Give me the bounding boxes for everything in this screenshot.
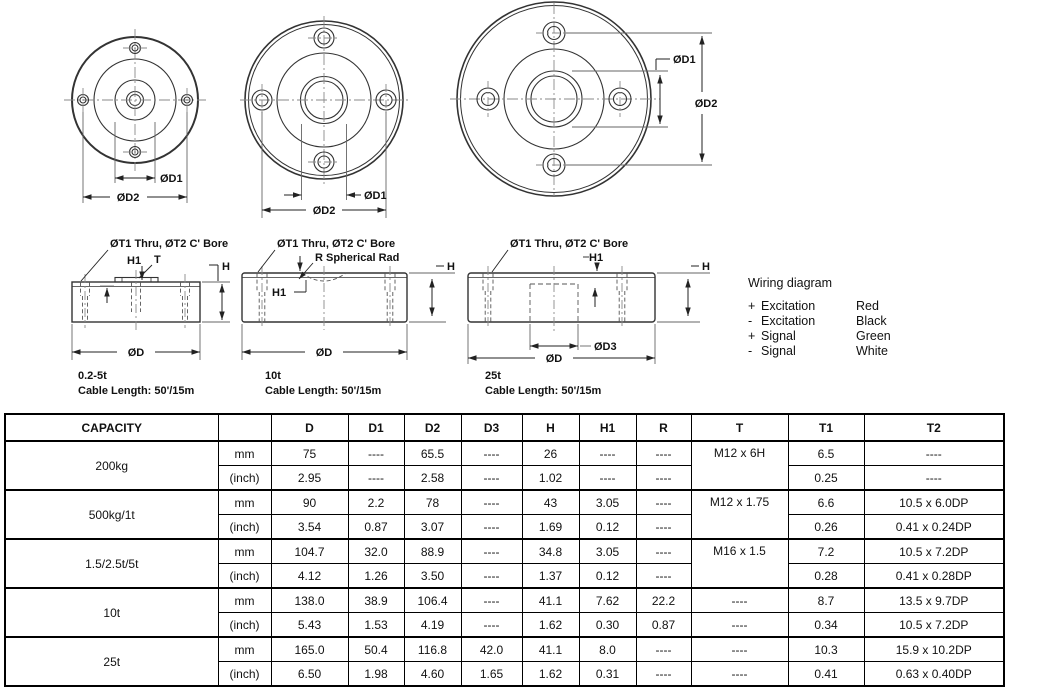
capacity-cell: 1.5/2.5t/5t (5, 539, 218, 588)
value-cell-h: 41.1 (522, 637, 579, 662)
value-cell-h1: 0.12 (579, 564, 636, 589)
value-cell-d3: 1.65 (461, 662, 522, 687)
unit-cell: mm (218, 588, 271, 613)
wiring-sign: + (748, 329, 756, 343)
wiring-sign: + (748, 299, 756, 313)
value-cell-h: 1.69 (522, 515, 579, 540)
value-cell-d: 75 (271, 441, 348, 466)
capacity-cell: 200kg (5, 441, 218, 490)
unit-cell: (inch) (218, 613, 271, 638)
wiring-row (748, 344, 891, 359)
value-cell-r: ---- (636, 490, 691, 515)
header-t: T (691, 414, 788, 441)
value-cell-d2: 2.58 (404, 466, 461, 491)
value-cell-d2: 78 (404, 490, 461, 515)
dim-h-label: H (222, 261, 230, 273)
value-cell-t1: 0.25 (788, 466, 864, 491)
value-cell-d3: ---- (461, 564, 522, 589)
wiring-color: Green (856, 329, 891, 343)
value-cell-d2: 4.19 (404, 613, 461, 638)
capacity-cell: 25t (5, 637, 218, 686)
header-d1: D1 (348, 414, 404, 441)
side-view-10t (242, 238, 455, 397)
value-cell-t2: 13.5 x 9.7DP (864, 588, 1004, 613)
value-cell-t: M16 x 1.5 (691, 539, 788, 588)
bore-note: ØT1 Thru, ØT2 C' Bore (510, 238, 629, 250)
table-row (5, 539, 1004, 564)
value-cell-d1: ---- (348, 441, 404, 466)
value-cell-d1: 1.98 (348, 662, 404, 687)
value-cell-h1: 3.05 (579, 539, 636, 564)
value-cell-t1: 0.28 (788, 564, 864, 589)
value-cell-t: ---- (691, 662, 788, 687)
value-cell-d1: 2.2 (348, 490, 404, 515)
value-cell-h1: ---- (579, 441, 636, 466)
value-cell-d3: ---- (461, 490, 522, 515)
value-cell-d1: 1.26 (348, 564, 404, 589)
value-cell-d2: 3.50 (404, 564, 461, 589)
top-view-small (64, 29, 206, 204)
dim-d2-label: ØD2 (116, 192, 140, 204)
unit-cell: mm (218, 441, 271, 466)
wiring-color: Red (856, 299, 879, 313)
value-cell-t2: 15.9 x 10.2DP (864, 637, 1004, 662)
value-cell-h1: 8.0 (579, 637, 636, 662)
value-cell-h: 26 (522, 441, 579, 466)
value-cell-d1: ---- (348, 466, 404, 491)
value-cell-r: ---- (636, 466, 691, 491)
unit-cell: mm (218, 490, 271, 515)
value-cell-t1: 10.3 (788, 637, 864, 662)
dim-d1-label: ØD1 (364, 190, 387, 202)
value-cell-d: 165.0 (271, 637, 348, 662)
value-cell-t1: 0.34 (788, 613, 864, 638)
bore-note: ØT1 Thru, ØT2 C' Bore (277, 238, 396, 250)
variant-name: 0.2-5t (78, 370, 107, 382)
bore-note: ØT1 Thru, ØT2 C' Bore (110, 238, 229, 250)
value-cell-d3: ---- (461, 441, 522, 466)
value-cell-t2: 0.41 x 0.24DP (864, 515, 1004, 540)
dim-od-label: ØD (545, 353, 563, 365)
value-cell-d: 5.43 (271, 613, 348, 638)
side-view-25t (468, 238, 710, 397)
wiring-diagram (748, 276, 891, 359)
value-cell-h1: 0.30 (579, 613, 636, 638)
value-cell-t: M12 x 1.75 (691, 490, 788, 539)
top-view-medium (240, 16, 408, 218)
value-cell-h1: 0.12 (579, 515, 636, 540)
value-cell-h1: 0.31 (579, 662, 636, 687)
value-cell-d1: 1.53 (348, 613, 404, 638)
table-row (5, 441, 1004, 466)
value-cell-h: 1.02 (522, 466, 579, 491)
spec-table (4, 413, 1005, 687)
wiring-sign: - (748, 344, 753, 358)
value-cell-h1: ---- (579, 466, 636, 491)
unit-cell: (inch) (218, 466, 271, 491)
value-cell-r: 0.87 (636, 613, 691, 638)
header-h: H (522, 414, 579, 441)
value-cell-h: 41.1 (522, 588, 579, 613)
value-cell-t2: 10.5 x 6.0DP (864, 490, 1004, 515)
wiring-label: Signal (761, 344, 796, 358)
dim-od3-label: ØD3 (594, 341, 617, 353)
value-cell-t: ---- (691, 588, 788, 613)
wiring-label: Excitation (761, 314, 816, 328)
value-cell-t: ---- (691, 637, 788, 662)
value-cell-d2: 65.5 (404, 441, 461, 466)
unit-cell: (inch) (218, 662, 271, 687)
value-cell-d1: 0.87 (348, 515, 404, 540)
value-cell-d3: ---- (461, 539, 522, 564)
unit-cell: (inch) (218, 515, 271, 540)
variant-name: 10t (265, 370, 281, 382)
value-cell-r: ---- (636, 515, 691, 540)
capacity-cell: 10t (5, 588, 218, 637)
value-cell-t2: ---- (864, 441, 1004, 466)
side-view-0-2-5t (72, 238, 230, 397)
dim-h1-label: H1 (589, 252, 604, 264)
value-cell-r: ---- (636, 637, 691, 662)
value-cell-d2: 88.9 (404, 539, 461, 564)
variant-name: 25t (485, 370, 501, 382)
value-cell-h: 34.8 (522, 539, 579, 564)
value-cell-h: 1.37 (522, 564, 579, 589)
dim-h1-label: H1 (272, 287, 287, 299)
unit-cell: mm (218, 539, 271, 564)
dim-h-label: H (702, 261, 710, 273)
value-cell-t2: 0.41 x 0.28DP (864, 564, 1004, 589)
wiring-row (748, 329, 891, 344)
value-cell-r: ---- (636, 539, 691, 564)
value-cell-t1: 0.41 (788, 662, 864, 687)
value-cell-d1: 38.9 (348, 588, 404, 613)
value-cell-d3: ---- (461, 613, 522, 638)
dim-d1-label: ØD1 (673, 54, 696, 66)
value-cell-t1: 7.2 (788, 539, 864, 564)
value-cell-t2: 10.5 x 7.2DP (864, 613, 1004, 638)
wiring-color: White (856, 344, 888, 358)
value-cell-t1: 8.7 (788, 588, 864, 613)
header-d2: D2 (404, 414, 461, 441)
table-row (5, 588, 1004, 613)
value-cell-t1: 0.26 (788, 515, 864, 540)
value-cell-h1: 3.05 (579, 490, 636, 515)
value-cell-d2: 106.4 (404, 588, 461, 613)
value-cell-r: ---- (636, 662, 691, 687)
value-cell-d: 104.7 (271, 539, 348, 564)
value-cell-d: 4.12 (271, 564, 348, 589)
wiring-rows (748, 299, 891, 359)
dim-od-label: ØD (127, 347, 145, 359)
value-cell-d2: 3.07 (404, 515, 461, 540)
value-cell-r: ---- (636, 441, 691, 466)
header-t2: T2 (864, 414, 1004, 441)
cable-length: Cable Length: 50'/15m (485, 385, 602, 397)
dim-t-label: T (154, 254, 161, 266)
dim-h-label: H (447, 261, 455, 273)
value-cell-t1: 6.6 (788, 490, 864, 515)
dim-d2-label: ØD2 (312, 205, 336, 217)
value-cell-d2: 116.8 (404, 637, 461, 662)
value-cell-d3: ---- (461, 515, 522, 540)
value-cell-t: M12 x 6H (691, 441, 788, 490)
spherical-rad-label: R Spherical Rad (315, 252, 400, 264)
header-unit (218, 414, 271, 441)
value-cell-d3: ---- (461, 588, 522, 613)
value-cell-d1: 32.0 (348, 539, 404, 564)
table-row (5, 490, 1004, 515)
value-cell-d1: 50.4 (348, 637, 404, 662)
wiring-sign: - (748, 314, 753, 328)
header-capacity: CAPACITY (5, 414, 218, 441)
cable-length: Cable Length: 50'/15m (78, 385, 195, 397)
value-cell-h1: 7.62 (579, 588, 636, 613)
value-cell-r: ---- (636, 564, 691, 589)
value-cell-t: ---- (691, 613, 788, 638)
value-cell-d: 6.50 (271, 662, 348, 687)
header-t1: T1 (788, 414, 864, 441)
top-view-large (450, 2, 717, 196)
value-cell-d: 2.95 (271, 466, 348, 491)
wiring-label: Signal (761, 329, 796, 343)
dim-h1-label: H1 (127, 255, 142, 267)
wiring-row (748, 314, 891, 329)
value-cell-h: 43 (522, 490, 579, 515)
header-d: D (271, 414, 348, 441)
wiring-color: Black (856, 314, 887, 328)
wiring-label: Excitation (761, 299, 816, 313)
value-cell-t2: 10.5 x 7.2DP (864, 539, 1004, 564)
value-cell-r: 22.2 (636, 588, 691, 613)
value-cell-d: 90 (271, 490, 348, 515)
value-cell-t1: 6.5 (788, 441, 864, 466)
cable-length: Cable Length: 50'/15m (265, 385, 382, 397)
unit-cell: (inch) (218, 564, 271, 589)
header-d3: D3 (461, 414, 522, 441)
table-row (5, 637, 1004, 662)
dim-od-label: ØD (315, 347, 333, 359)
header-h1: H1 (579, 414, 636, 441)
value-cell-t2: ---- (864, 466, 1004, 491)
value-cell-h: 1.62 (522, 613, 579, 638)
header-r: R (636, 414, 691, 441)
value-cell-d2: 4.60 (404, 662, 461, 687)
unit-cell: mm (218, 637, 271, 662)
value-cell-d: 3.54 (271, 515, 348, 540)
capacity-cell: 500kg/1t (5, 490, 218, 539)
dim-d1-label: ØD1 (160, 173, 183, 185)
value-cell-d3: ---- (461, 466, 522, 491)
dimension-table (4, 413, 1005, 687)
value-cell-d3: 42.0 (461, 637, 522, 662)
header-row (5, 414, 1004, 441)
value-cell-t2: 0.63 x 0.40DP (864, 662, 1004, 687)
wiring-title: Wiring diagram (748, 276, 833, 290)
value-cell-d: 138.0 (271, 588, 348, 613)
dim-d2-label: ØD2 (694, 98, 718, 110)
value-cell-h: 1.62 (522, 662, 579, 687)
wiring-row (748, 299, 891, 314)
